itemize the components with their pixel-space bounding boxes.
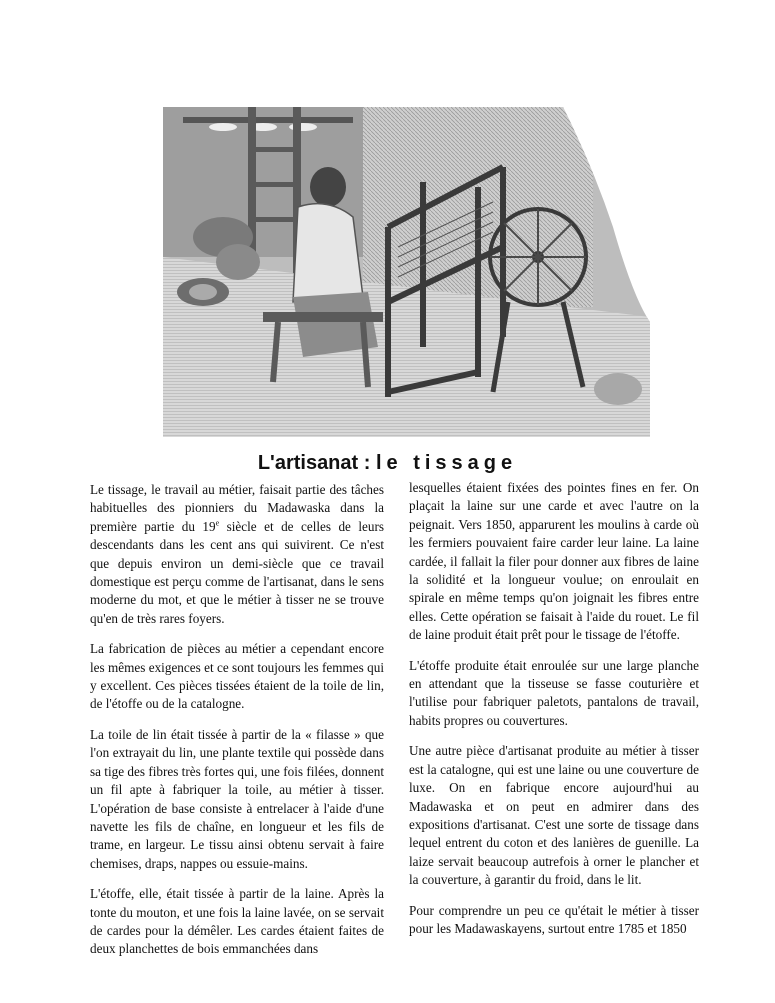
right-paragraph-3: Une autre pièce d'artisanat produite au métier à tisser est la catalogne, qui est une laine ou une couverture de luxe. On en fabrique encore aujourd'hui au Madawaska et on peut en admirer dans des expositions d'artisanat. C'est une sorte de tissage dans lequel entrent du coton et des lanières de guenille. La laize servait beaucoup autrefois à orner le plancher et la couverture, à garantir du froid, dans le lit. bbox=[409, 743, 699, 888]
right-paragraph-4: Pour comprendre un peu ce qu'était le métier à tisser pour les Madawaskayens, surtout entre 1785 et 1850 bbox=[409, 902, 699, 936]
left-p1-superscript: e bbox=[215, 518, 220, 528]
left-p1-text-before: Le tissage, le travail au métier, faisait partie des tâches habituelles des pionniers du Madawaska dans la première partie du 19 bbox=[90, 482, 384, 534]
weaving-loom-illustration bbox=[163, 107, 650, 437]
left-paragraph-2: La fabrication de pièces au métier a cependant encore les mêmes exigences et ce sont toujours les femmes qui y excellent. Ces pièces tissées étaient de la toile de lin, de l'étoffe ou de la catalogne. bbox=[90, 641, 384, 712]
left-paragraph-3: La toile de lin était tissée à partir de la « filasse » que l'on extrayait du lin, une plante textile qui possède dans sa tige des fibres très fortes qui, une fois filées, donnent un fil apte à fabriquer la toile, au métier à tisser. L'opération de base consiste à entrelacer à l'aide d'une navette les fils de chaîne, en longueur et les fils de trame, en largeur. Le tissu ainsi obtenu servait à faire chemises, draps, nappes ou essuie-mains. bbox=[90, 726, 384, 871]
weaving-illustration bbox=[163, 107, 650, 437]
left-paragraph-4: L'étoffe, elle, était tissée à partir de la laine. Après la tonte du mouton, et une fois la laine lavée, on se servait de cardes pour la démêler. Les cardes étaient faites de deux planchettes de bois emmanchées dans bbox=[90, 886, 384, 957]
left-p1-text-after: siècle et de celles de leurs descendants dans les cent ans qui suivirent. Ce n'est que depuis environ un demi-siècle que ce travail domestique est perçu comme de l'artisanat, dans le sens moderne du mot, et que le métier à tisser ne se trouve qu'en de très rares foyers. bbox=[90, 518, 384, 626]
left-column bbox=[90, 481, 384, 959]
right-paragraph-2: L'étoffe produite était enroulée sur une large planche en attendant que la tisseuse se fasse couturière et l'utilise pour fabriquer paletots, pantalons de travail, habits propres ou couvertures. bbox=[409, 657, 699, 728]
right-paragraph-1: lesquelles étaient fixées des pointes fines en fer. On plaçait la laine sur une carde et avec l'autre on la peignait. Vers 1850, apparurent les moulins à carde où les fermiers pouvaient faire carder leur laine. La laine cardée, il fallait la filer pour donner aux fibres de laine la solidité et la longueur voulue; on enroulait en spirale en même temps qu'on joignait les fibres entre elles. Cette opération se faisait à l'aide du rouet. Le fil de laine produit était prêt pour le tissage de l'étoffe. bbox=[409, 480, 699, 643]
title-main: L'artisanat : bbox=[257, 452, 371, 474]
right-column bbox=[409, 479, 699, 938]
left-paragraph-1 bbox=[90, 481, 384, 628]
page-title bbox=[0, 449, 775, 477]
title-sub: le tissage bbox=[375, 452, 518, 474]
